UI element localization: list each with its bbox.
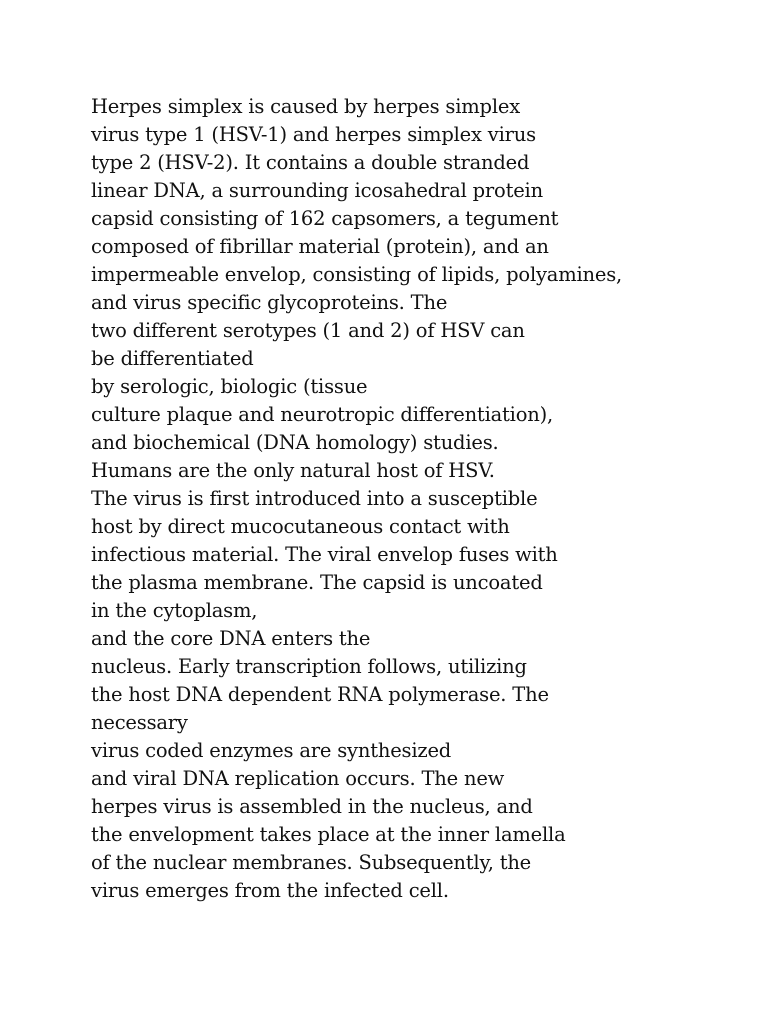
text-line: composed of fibrillar material (protein), and an xyxy=(91,235,549,258)
text-line: in the cytoplasm, xyxy=(91,599,258,622)
text-line: virus emerges from the infected cell. xyxy=(91,879,449,902)
text-line: type 2 (HSV-2). It contains a double stranded xyxy=(91,151,530,174)
text-line: linear DNA, a surrounding icosahedral protein xyxy=(91,179,543,202)
text-line: Herpes simplex is caused by herpes simplex xyxy=(91,95,520,118)
body-text xyxy=(91,93,751,905)
text-line: of the nuclear membranes. Subsequently, the xyxy=(91,851,532,874)
text-line: culture plaque and neurotropic differentiation), xyxy=(91,403,554,426)
text-line: and virus specific glycoproteins. The xyxy=(91,291,448,314)
text-line: herpes virus is assembled in the nucleus, and xyxy=(91,795,533,818)
text-line: and the core DNA enters the xyxy=(91,627,371,650)
text-line: the envelopment takes place at the inner lamella xyxy=(91,823,566,846)
text-line: the plasma membrane. The capsid is uncoated xyxy=(91,571,543,594)
text-line: two different serotypes (1 and 2) of HSV can xyxy=(91,319,525,342)
text-line: capsid consisting of 162 capsomers, a tegument xyxy=(91,207,559,230)
text-line: nucleus. Early transcription follows, utilizing xyxy=(91,655,527,678)
text-line: impermeable envelop, consisting of lipids, polyamines, xyxy=(91,263,623,286)
text-line: virus coded enzymes are synthesized xyxy=(91,739,452,762)
text-line: by serologic, biologic (tissue xyxy=(91,375,368,398)
text-line: The virus is first introduced into a susceptible xyxy=(91,487,538,510)
text-line: and biochemical (DNA homology) studies. xyxy=(91,431,499,454)
text-line: the host DNA dependent RNA polymerase. The xyxy=(91,683,549,706)
text-line: Humans are the only natural host of HSV. xyxy=(91,459,495,482)
text-line: virus type 1 (HSV-1) and herpes simplex virus xyxy=(91,123,536,146)
text-line: and viral DNA replication occurs. The new xyxy=(91,767,505,790)
text-line: be differentiated xyxy=(91,347,254,370)
text-line: necessary xyxy=(91,711,188,734)
text-line: host by direct mucocutaneous contact with xyxy=(91,515,510,538)
text-line: infectious material. The viral envelop fuses with xyxy=(91,543,558,566)
